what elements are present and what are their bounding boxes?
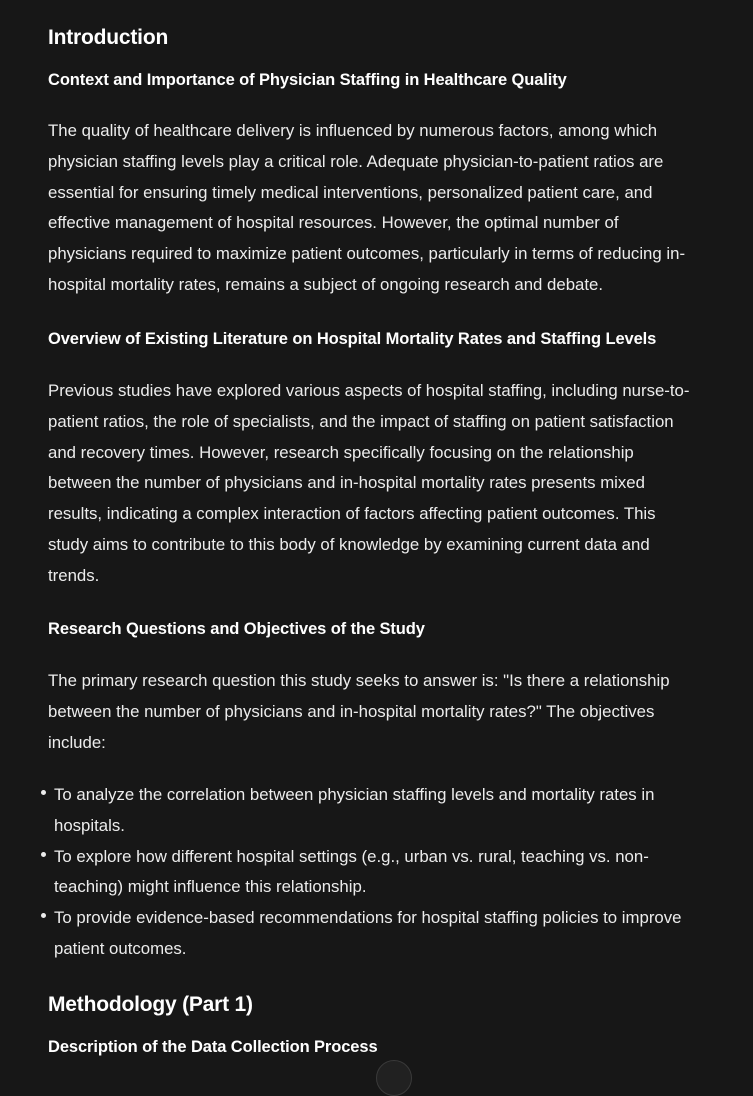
list-item <box>48 842 724 904</box>
literature-paragraph <box>48 376 689 592</box>
list-item-line: patient outcomes. <box>54 938 187 958</box>
methodology-heading: Methodology (Part 1) <box>48 993 253 1016</box>
paragraph-line: The quality of healthcare delivery is influenced by numerous factors, among which <box>48 121 658 140</box>
paragraph-line: effective management of hospital resources. However, the optimal number of <box>48 213 619 233</box>
context-subheading: Context and Importance of Physician Staffing in Healthcare Quality <box>48 71 567 89</box>
list-item-line: To explore how different hospital settings (e.g., urban vs. rural, teaching vs. non- <box>54 846 649 866</box>
research-paragraph <box>48 666 670 758</box>
paragraph-line: The primary research question this study seeks to answer is: "Is there a relationship <box>48 671 670 690</box>
paragraph-line: include: <box>48 732 106 752</box>
objectives-list <box>48 780 724 965</box>
paragraph-line: hospital mortality rates, remains a subject of ongoing research and debate. <box>48 274 604 294</box>
introduction-heading: Introduction <box>48 26 169 49</box>
paragraph-line: and recovery times. However, research specifically focusing on the relationship <box>48 442 634 462</box>
research-subheading: Research Questions and Objectives of the Study <box>48 620 425 638</box>
paragraph-line: patient ratios, the role of specialists, and the impact of staffing on patient satisfaction <box>48 411 674 431</box>
paragraph-line: essential for ensuring timely medical interventions, personalized patient care, and <box>48 182 653 202</box>
paragraph-line: physician staffing levels play a critical role. Adequate physician-to-patient ratios are <box>48 151 664 171</box>
paragraph-line: between the number of physicians and in-hospital mortality rates?" The objectives <box>48 701 655 721</box>
list-item <box>48 903 724 965</box>
scroll-to-bottom-button[interactable] <box>376 1060 412 1096</box>
paragraph-line: between the number of physicians and in-hospital mortality rates presents mixed <box>48 473 645 493</box>
paragraph-line: trends. <box>48 565 100 585</box>
list-item-line: teaching) might influence this relationship. <box>54 877 367 897</box>
paragraph-line: Previous studies have explored various aspects of hospital staffing, including nurse-to- <box>48 381 690 400</box>
list-item-line: hospitals. <box>54 815 125 835</box>
paragraph-line: results, indicating a complex interaction of factors affecting patient outcomes. This <box>48 504 656 524</box>
context-paragraph <box>48 116 685 301</box>
list-item-line: To analyze the correlation between physician staffing levels and mortality rates in <box>54 785 655 804</box>
literature-subheading: Overview of Existing Literature on Hospital Mortality Rates and Staffing Levels <box>48 330 657 348</box>
list-item-line: To provide evidence-based recommendations for hospital staffing policies to improve <box>54 908 682 928</box>
list-item <box>48 780 724 842</box>
paragraph-line: physicians required to maximize patient outcomes, particularly in terms of reducing in- <box>48 244 686 264</box>
data-collection-subheading: Description of the Data Collection Process <box>48 1038 378 1056</box>
paragraph-line: study aims to contribute to this body of knowledge by examining current data and <box>48 534 650 554</box>
